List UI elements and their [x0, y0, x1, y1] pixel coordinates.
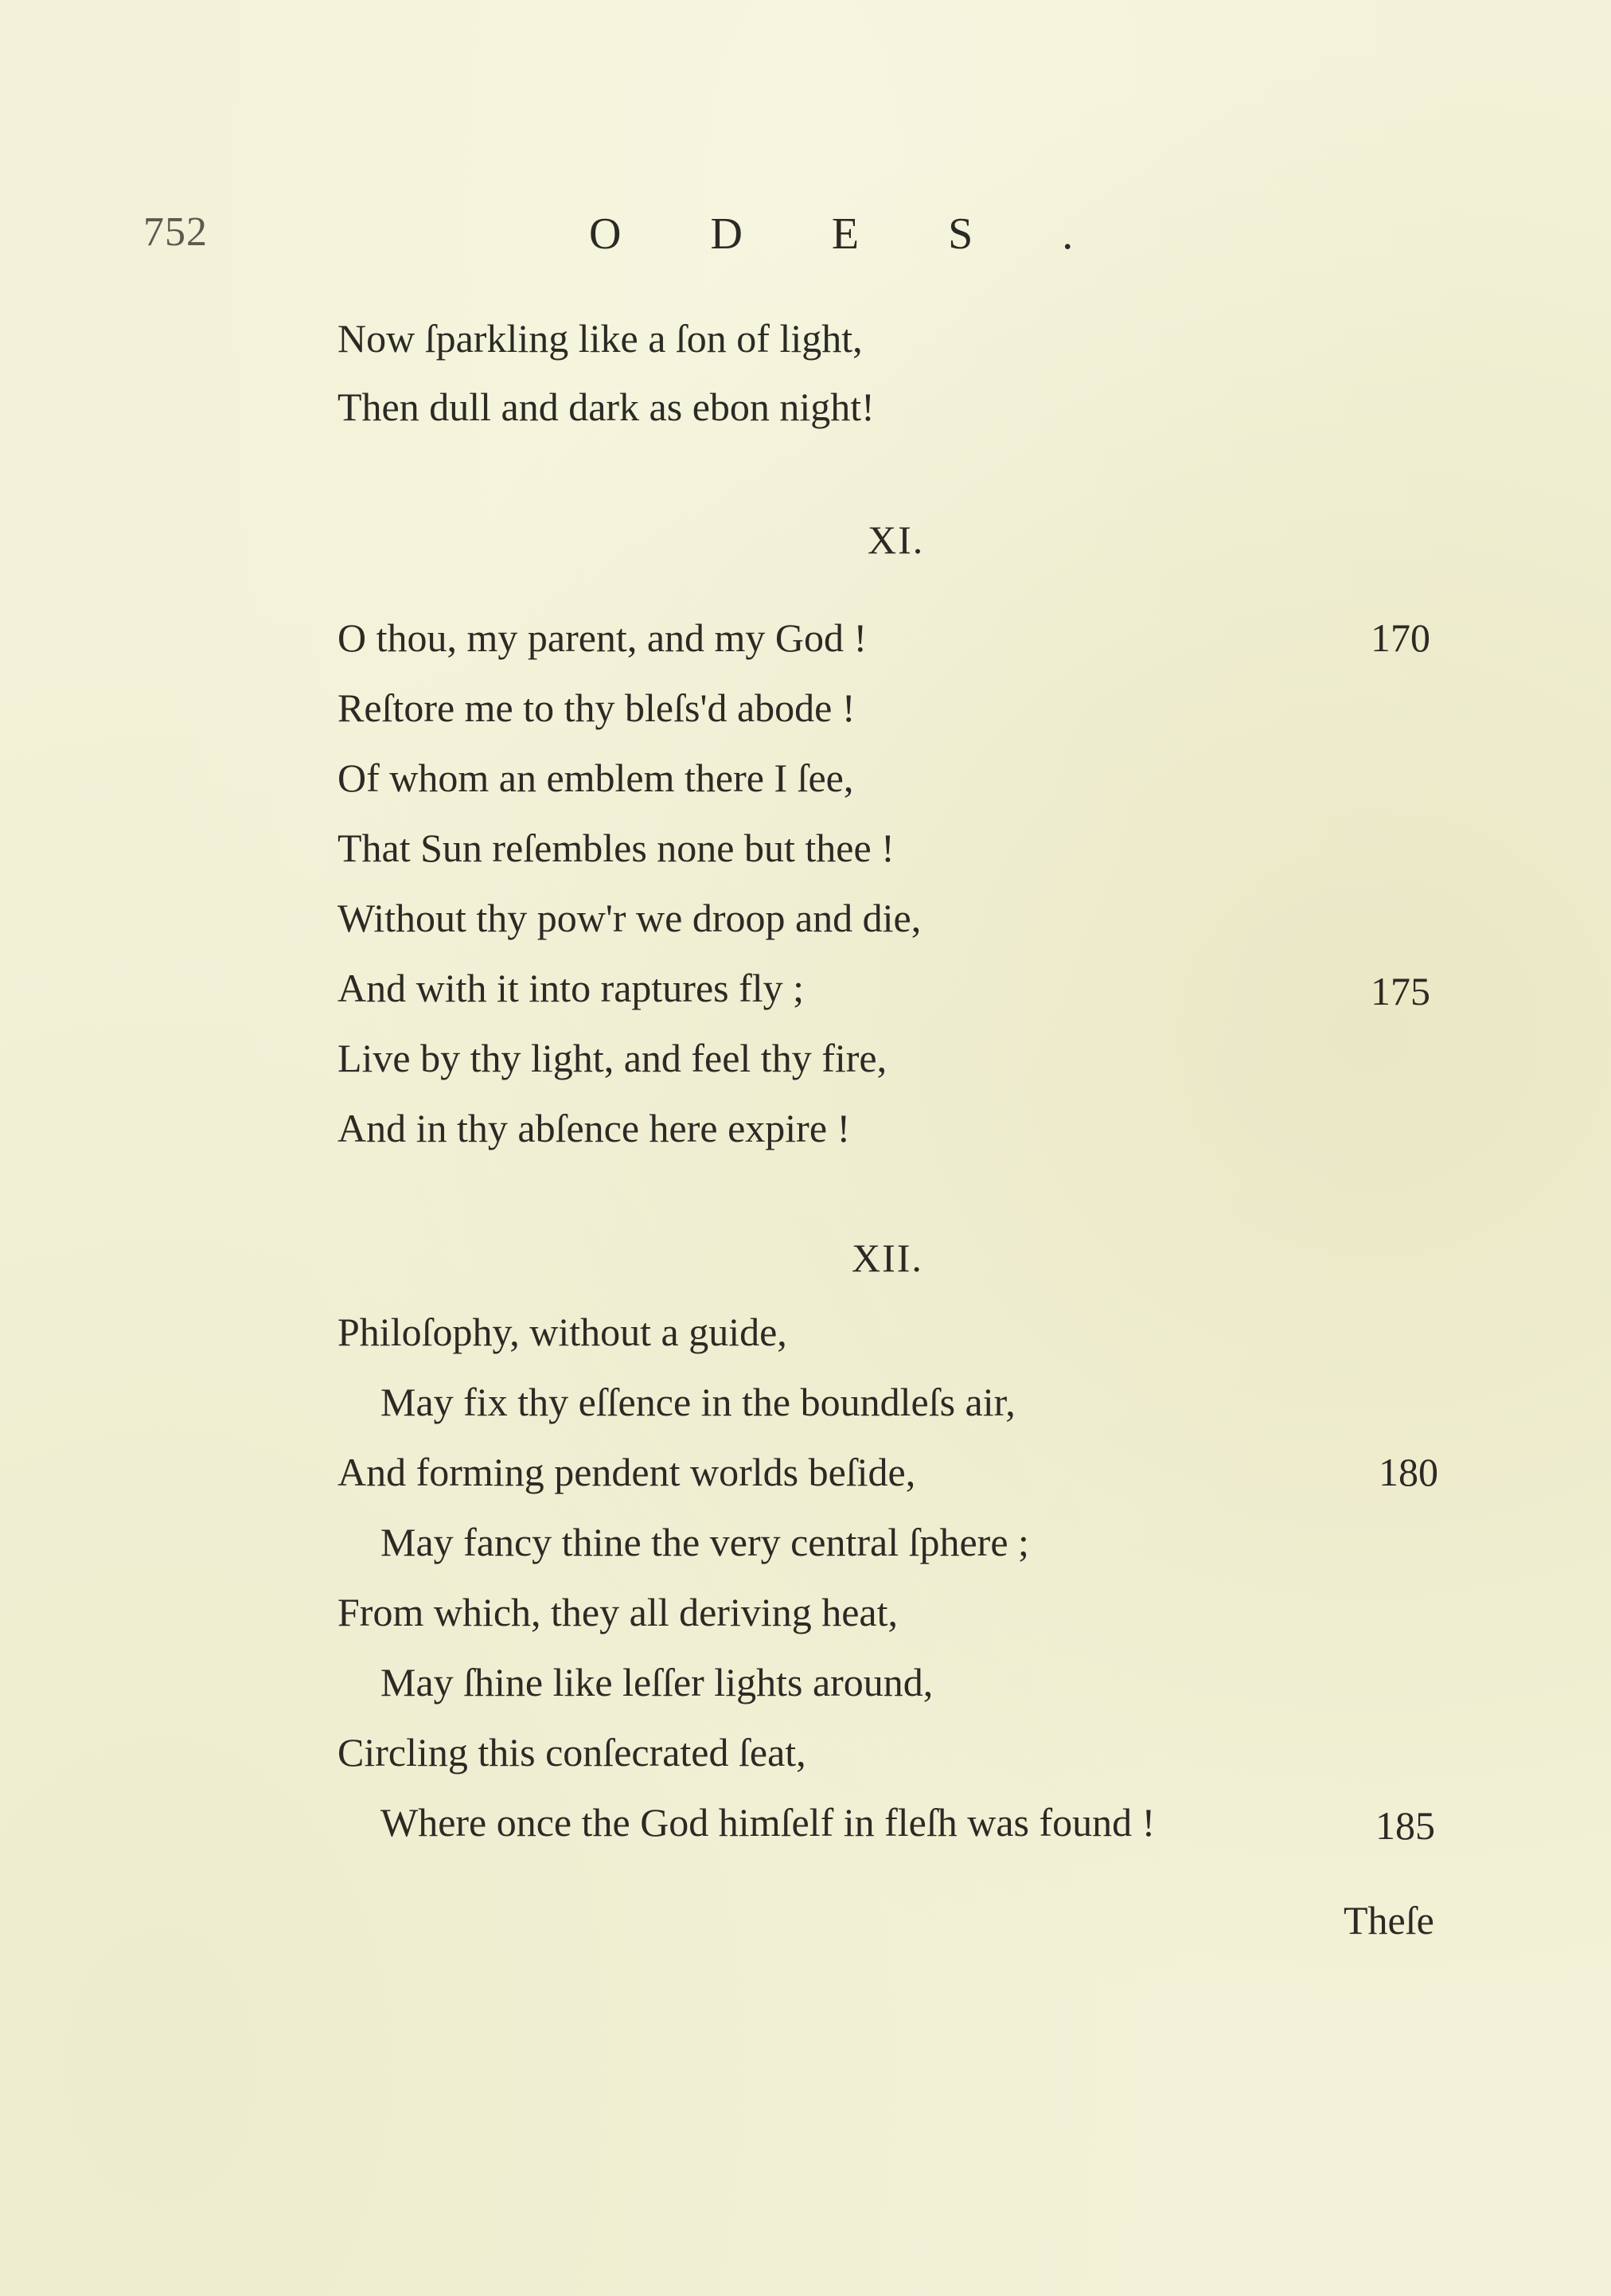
poem-line: O thou, my parent, and my God !	[337, 615, 868, 660]
poem-line: That Sun reſembles none but thee !	[337, 826, 895, 870]
poem-line: May ſhine like leſſer lights around,	[380, 1660, 934, 1704]
page-number: 752	[143, 209, 208, 255]
poem-line: From which, they all deriving heat,	[337, 1590, 899, 1634]
poem-line: And forming pendent worlds beſide,	[337, 1450, 916, 1494]
stanza-heading-xi: XI.	[868, 517, 925, 562]
poem-line: And in thy abſence here expire !	[337, 1106, 851, 1150]
poem-line: Without thy pow'r we droop and die,	[337, 896, 922, 940]
line-number: 180	[1379, 1450, 1438, 1494]
poem-line: Live by thy light, and feel thy fire,	[337, 1036, 887, 1080]
running-title: ODES.	[589, 209, 1163, 259]
line-number: 185	[1375, 1803, 1435, 1848]
poem-line: Then dull and dark as ebon night!	[337, 385, 875, 429]
poem-line: Of whom an emblem there I ſee,	[337, 756, 854, 800]
poem-line: And with it into raptures fly ;	[337, 966, 805, 1010]
poem-line: Philoſophy, without a guide,	[337, 1310, 787, 1354]
poem-line: Reſtore me to thy bleſs'd abode !	[337, 685, 856, 730]
line-number: 175	[1371, 969, 1430, 1013]
stanza-heading-xii: XII.	[852, 1236, 923, 1280]
poem-line: May fix thy eſſence in the boundleſs air,	[380, 1380, 1016, 1424]
poem-line: Circling this conſecrated ſeat,	[337, 1730, 806, 1775]
poem-line: May fancy thine the very central ſphere ;	[380, 1520, 1029, 1564]
line-number: 170	[1371, 615, 1430, 660]
catchword: Theſe	[1344, 1898, 1434, 1943]
poem-line: Where once the God himſelf in fleſh was found !	[380, 1800, 1156, 1845]
poem-line: Now ſparkling like a ſon of light,	[337, 316, 863, 361]
